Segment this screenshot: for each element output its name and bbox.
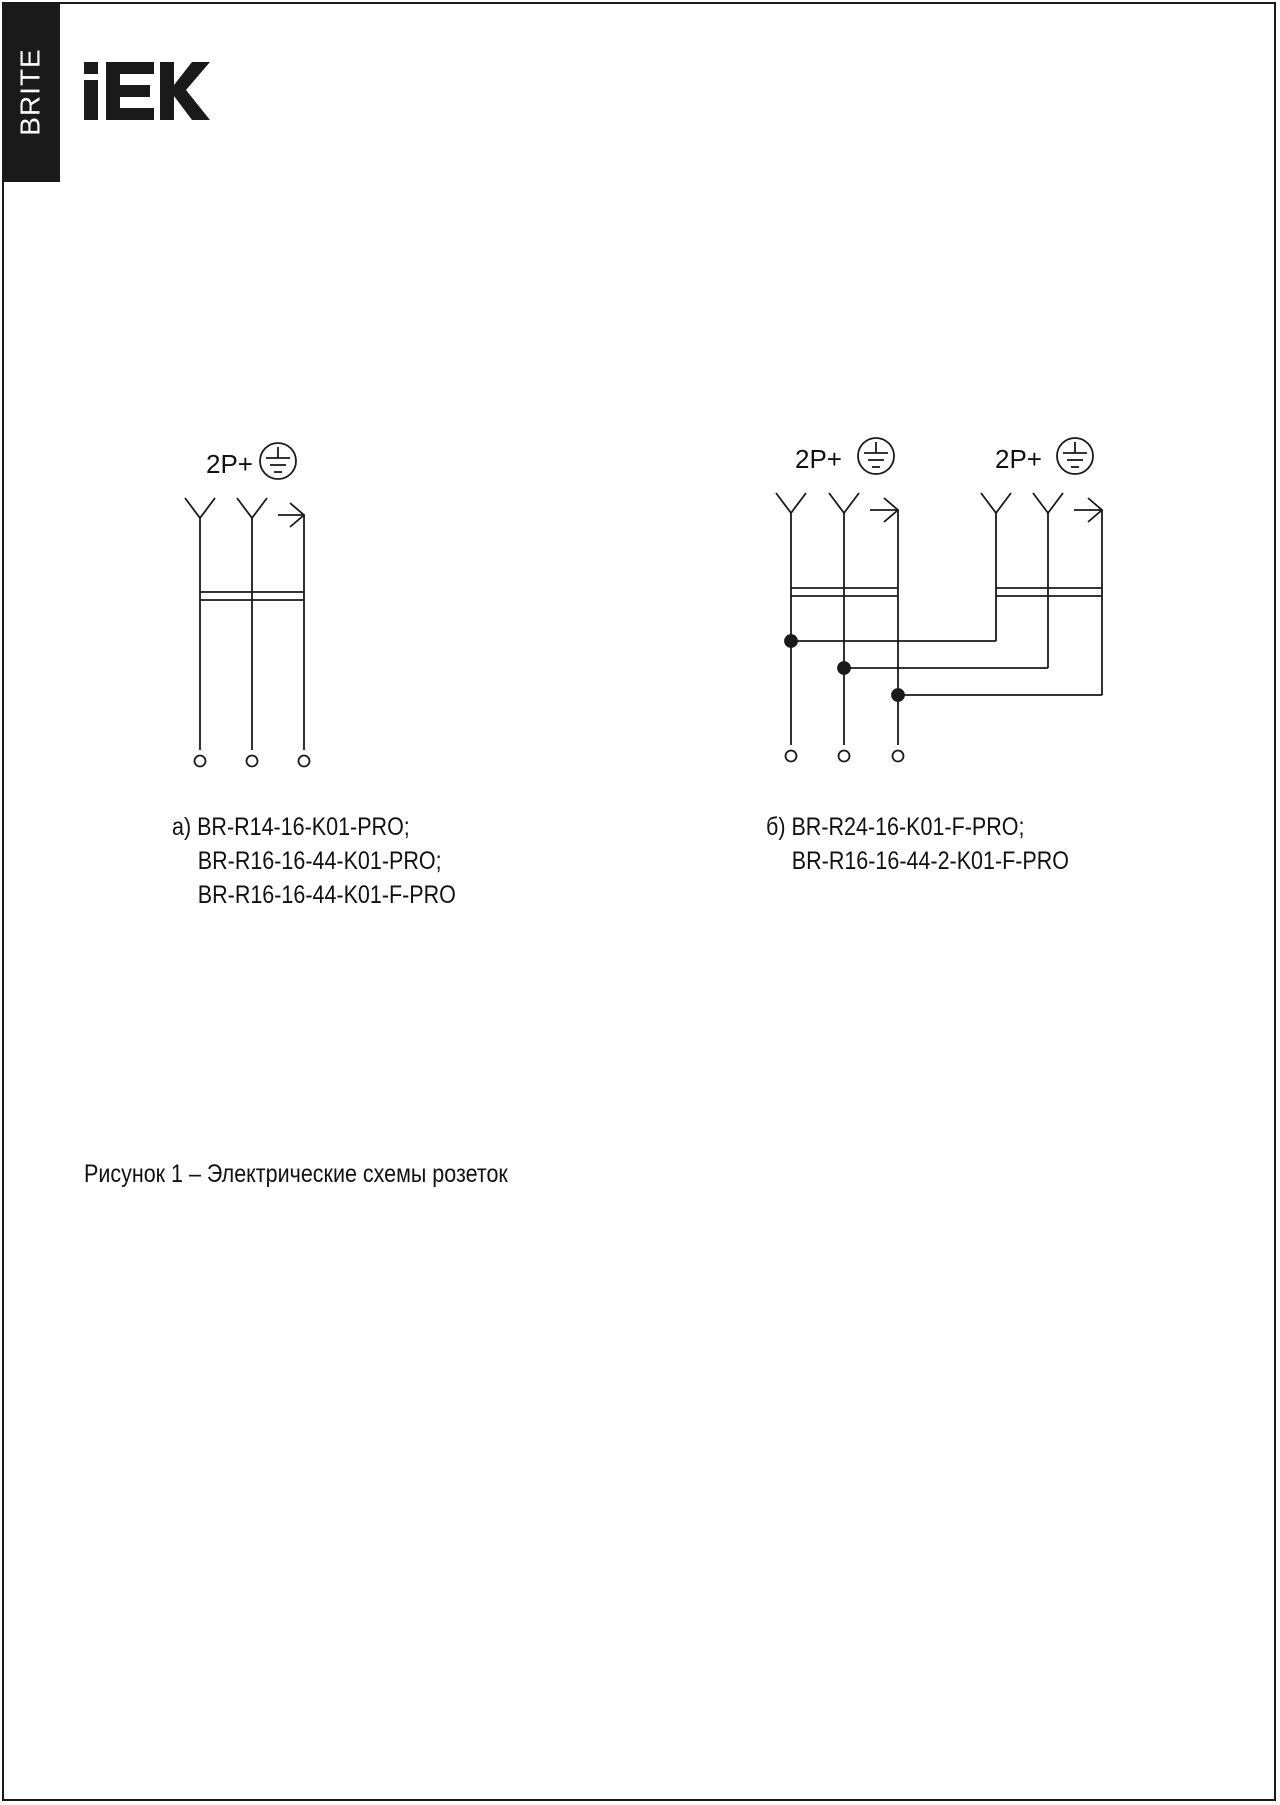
plug-contact-icon bbox=[776, 493, 806, 513]
diagram-b-pole-label-left: 2P+ bbox=[795, 444, 842, 474]
caption-line: BR-R16-16-44-2-K01-F-PRO bbox=[791, 847, 1070, 875]
ground-symbol-icon bbox=[1057, 438, 1093, 474]
plug-contact-icon bbox=[1033, 493, 1063, 513]
terminal-circle-icon bbox=[247, 756, 258, 767]
caption-line: б) BR-R24-16-K01-F-PRO; bbox=[766, 813, 1025, 841]
diagram-a-schematic bbox=[185, 443, 310, 767]
junction-dot-icon bbox=[892, 689, 904, 701]
junction-dot-icon bbox=[838, 662, 850, 674]
figure-title: Рисунок 1 – Электрические схемы розеток bbox=[84, 1160, 508, 1188]
caption-line: BR-R16-16-44-K01-F-PRO bbox=[197, 881, 456, 909]
terminal-circle-icon bbox=[299, 756, 310, 767]
terminal-circle-icon bbox=[893, 751, 904, 762]
diagram-a-caption bbox=[172, 810, 456, 912]
junction-dot-icon bbox=[785, 635, 797, 647]
terminal-circle-icon bbox=[195, 756, 206, 767]
earth-contact-arrow-icon bbox=[278, 503, 304, 750]
caption-line: а) BR-R14-16-K01-PRO; bbox=[172, 813, 410, 841]
earth-contact-arrow-icon bbox=[1074, 498, 1102, 522]
diagram-b-schematic bbox=[776, 438, 1102, 762]
plug-contact-icon bbox=[981, 493, 1011, 513]
terminal-circle-icon bbox=[786, 751, 797, 762]
caption-line: BR-R16-16-44-K01-PRO; bbox=[197, 847, 442, 875]
diagram-b-caption bbox=[766, 810, 1069, 878]
ground-symbol-icon bbox=[260, 443, 296, 479]
plug-contact-icon bbox=[237, 498, 267, 518]
plug-contact-icon bbox=[185, 498, 215, 518]
diagram-a-pole-label: 2P+ bbox=[206, 449, 253, 479]
ground-symbol-icon bbox=[858, 438, 894, 474]
diagram-b-pole-label-right: 2P+ bbox=[995, 444, 1042, 474]
terminal-circle-icon bbox=[839, 751, 850, 762]
plug-contact-icon bbox=[829, 493, 859, 513]
series-name: BRITE bbox=[15, 48, 46, 136]
earth-contact-arrow-icon bbox=[870, 498, 898, 522]
